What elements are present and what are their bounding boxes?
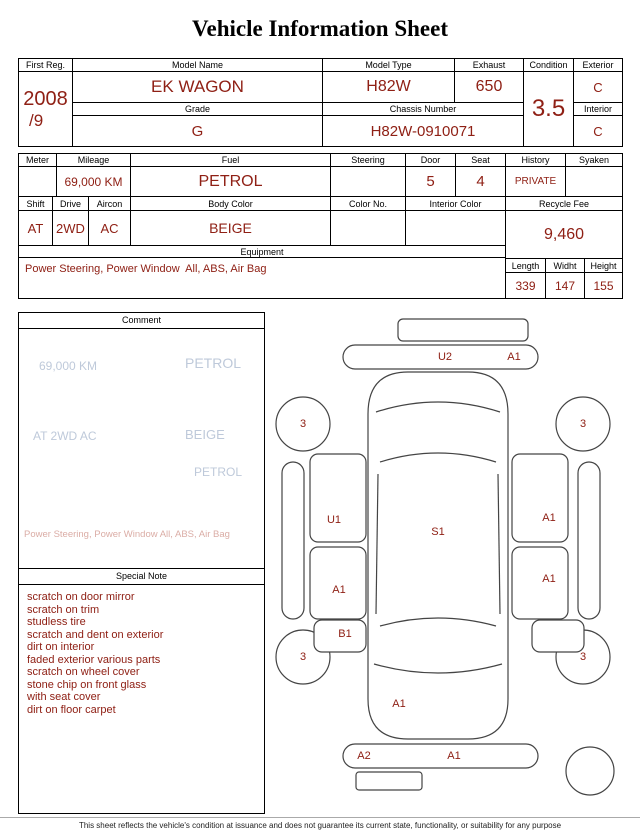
- body-color-label: Body Color: [131, 197, 331, 211]
- mileage-value: 69,000 KM: [57, 167, 131, 197]
- equipment-value: Power Steering, Power Window All, ABS, Air Bag: [19, 258, 506, 299]
- exhaust-value: 650: [455, 72, 524, 103]
- ghost-text: BEIGE: [185, 427, 225, 442]
- fuel-label: Fuel: [131, 154, 331, 167]
- detail-table: [18, 153, 623, 299]
- model-type-label: Model Type: [323, 59, 455, 72]
- front-bumper: [343, 744, 538, 768]
- height-label: Height: [585, 259, 623, 273]
- damage-mark-u2: U2: [437, 351, 453, 363]
- length-label: Length: [506, 259, 546, 273]
- recycle-fee-label: Recycle Fee: [506, 197, 623, 211]
- special-note-item: scratch and dent on exterior: [27, 628, 164, 641]
- ghost-text: PETROL: [185, 355, 242, 371]
- ghost-text: Power Steering, Power Window All, ABS, Air Bag: [24, 529, 230, 540]
- chassis-number-value: H82W-0910071: [323, 116, 524, 147]
- special-note-header: Special Note: [19, 569, 264, 585]
- body-color-value: BEIGE: [131, 211, 331, 246]
- damage-mark-a2: A2: [357, 750, 371, 762]
- seat-label: Seat: [456, 154, 506, 167]
- shift-value: AT: [19, 211, 53, 246]
- equipment-label: Equipment: [19, 246, 506, 258]
- door-value: 5: [406, 167, 456, 197]
- length-value: 339: [506, 273, 546, 299]
- steering-label: Steering: [331, 154, 406, 167]
- drive-label: Drive: [53, 197, 89, 211]
- right-front-door-panel: [512, 547, 568, 619]
- special-note-item: scratch on trim: [27, 603, 100, 616]
- left-sill-strip: [282, 462, 304, 619]
- detail-table-right: [506, 153, 623, 299]
- damage-mark-3: 3: [299, 418, 307, 430]
- drive-value: 2WD: [53, 211, 89, 246]
- rear-shelf-panel: [398, 319, 528, 341]
- damage-mark-b1: B1: [338, 628, 352, 640]
- ghost-text: 69,000 KM: [39, 359, 98, 373]
- model-name-value: EK WAGON: [73, 72, 323, 103]
- model-type-value: H82W: [323, 72, 455, 103]
- height-value: 155: [585, 273, 623, 299]
- seat-value: 4: [456, 167, 506, 197]
- footer-disclaimer: This sheet reflects the vehicle's condition at issuance and does not guarantee its current state, functionality, or suitability for any purpose: [78, 821, 562, 830]
- syaken-label: Syaken: [566, 154, 623, 167]
- damage-mark-a1: A1: [332, 584, 346, 596]
- special-note-item: scratch on wheel cover: [27, 666, 140, 678]
- first-reg-year: 2008: [23, 87, 68, 110]
- ghost-text: PETROL: [194, 465, 243, 479]
- special-note-item: dirt on floor carpet: [27, 703, 116, 716]
- condition-label: Condition: [524, 59, 574, 72]
- special-note-item: faded exterior various parts: [27, 653, 161, 666]
- interior-value: C: [574, 116, 623, 147]
- right-rear-door-panel: [512, 454, 568, 542]
- aircon-value: AC: [89, 211, 131, 246]
- first-reg-label: First Reg.: [19, 59, 73, 72]
- damage-mark-a1: A1: [392, 698, 406, 710]
- top-info-table: [18, 58, 623, 147]
- damage-mark-u1: U1: [326, 514, 342, 526]
- detail-table-left: [18, 153, 506, 299]
- color-no-label: Color No.: [331, 197, 406, 211]
- grade-value: G: [73, 116, 323, 147]
- interior-color-value: [406, 211, 506, 246]
- exterior-value: C: [574, 72, 623, 103]
- left-front-door-panel: [310, 547, 366, 619]
- exhaust-label: Exhaust: [455, 59, 524, 72]
- meter-label: Meter: [19, 154, 57, 167]
- width-label: Widht: [546, 259, 585, 273]
- history-label: History: [506, 154, 566, 167]
- condition-value: 3.5: [524, 72, 574, 147]
- mileage-label: Mileage: [57, 154, 131, 167]
- fuel-value: PETROL: [131, 167, 331, 197]
- first-reg-value: [19, 72, 73, 147]
- damage-mark-s1: S1: [431, 526, 445, 538]
- comment-ghost-layer: [19, 329, 264, 568]
- interior-color-label: Interior Color: [406, 197, 506, 211]
- car-body: [368, 372, 508, 739]
- door-label: Door: [406, 154, 456, 167]
- damage-mark-a1: A1: [507, 351, 521, 363]
- syaken-value: [566, 167, 623, 197]
- ghost-text: AT 2WD AC: [33, 429, 97, 443]
- special-note-item: studless tire: [27, 616, 86, 628]
- first-reg-month: /9: [29, 110, 44, 130]
- shift-label: Shift: [19, 197, 53, 211]
- model-name-label: Model Name: [73, 59, 323, 72]
- right-front-fender-panel: [532, 620, 584, 652]
- footer-divider: [0, 817, 640, 818]
- recycle-fee-value: 9,460: [506, 211, 623, 259]
- comment-header: Comment: [19, 313, 264, 329]
- width-value: 147: [546, 273, 585, 299]
- car-outline-shapes: [276, 319, 614, 795]
- damage-mark-3: 3: [579, 418, 587, 430]
- car-damage-diagram: [268, 314, 630, 814]
- meter-value: [19, 167, 57, 197]
- special-note-list: [19, 585, 264, 716]
- special-note-item: scratch on door mirror: [27, 591, 135, 603]
- steering-value: [331, 167, 406, 197]
- history-value: PRIVATE: [506, 167, 566, 197]
- page-title: Vehicle Information Sheet: [192, 16, 448, 41]
- special-note-item: with seat cover: [27, 691, 101, 703]
- grade-label: Grade: [73, 103, 323, 116]
- special-note-item: stone chip on front glass: [27, 678, 147, 691]
- chassis-number-label: Chassis Number: [323, 103, 524, 116]
- damage-mark-3: 3: [299, 651, 307, 663]
- special-note-item: dirt on interior: [27, 641, 95, 653]
- interior-label: Interior: [574, 103, 623, 116]
- damage-mark-a1: A1: [542, 573, 556, 585]
- license-plate: [356, 772, 422, 790]
- spare-wheel: [566, 747, 614, 795]
- comment-box: [18, 312, 265, 569]
- damage-mark-a1: A1: [447, 750, 461, 762]
- left-rear-door-panel: [310, 454, 366, 542]
- damage-mark-3: 3: [579, 651, 587, 663]
- right-sill-strip: [578, 462, 600, 619]
- damage-mark-a1: A1: [542, 512, 556, 524]
- aircon-label: Aircon: [89, 197, 131, 211]
- color-no-value: [331, 211, 406, 246]
- special-note-box: [18, 568, 265, 814]
- exterior-label: Exterior: [574, 59, 623, 72]
